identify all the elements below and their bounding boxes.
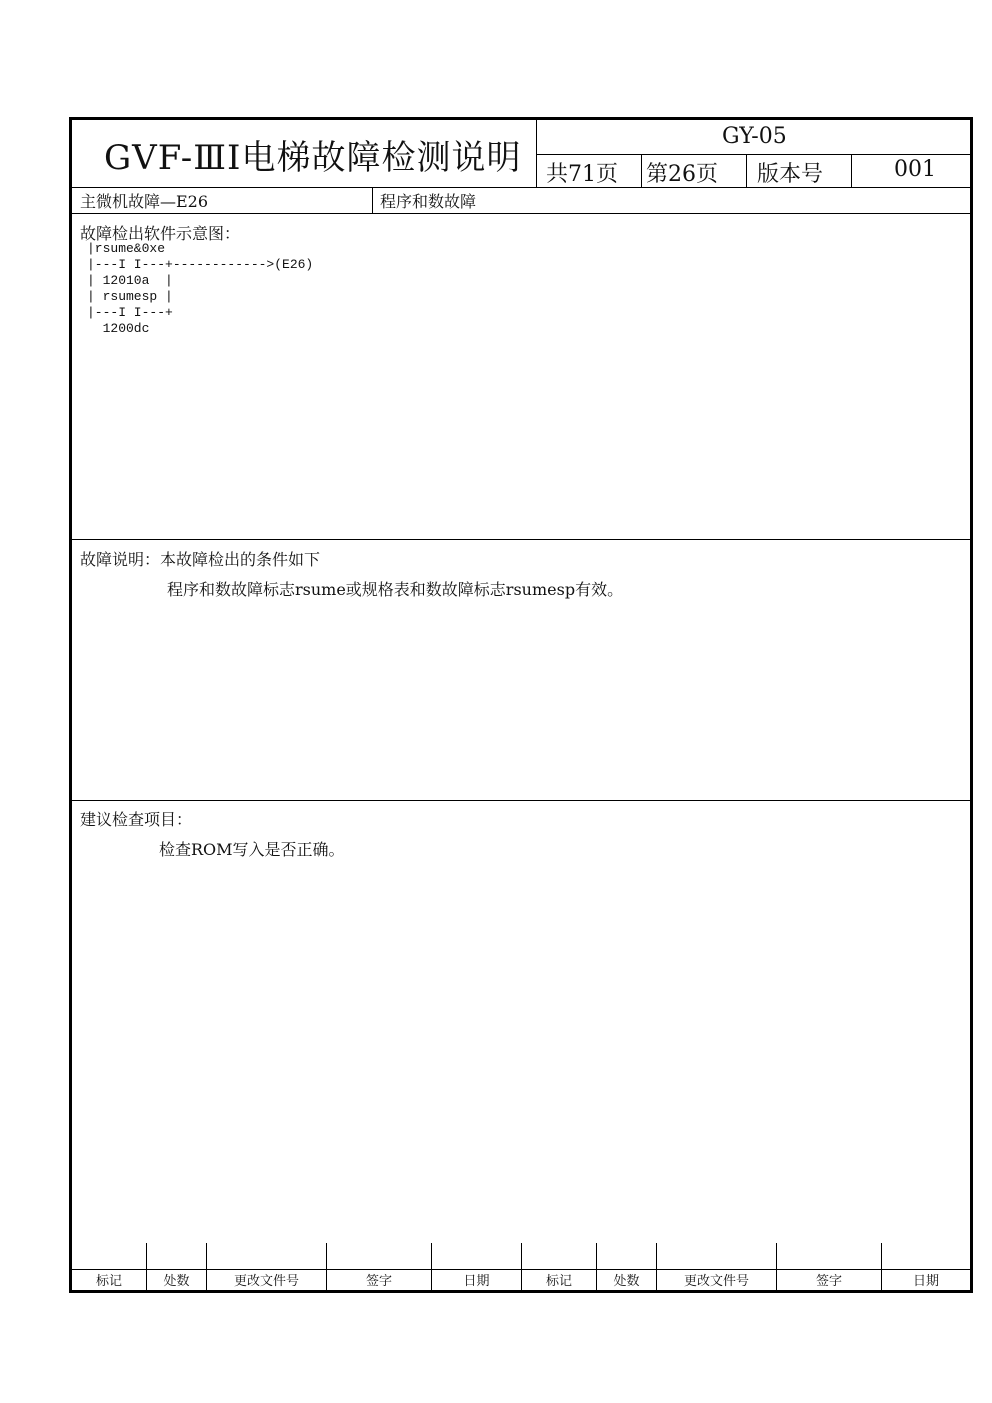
cell-divider <box>851 154 852 187</box>
footer-label: 签字 <box>365 1274 392 1289</box>
header-mid-line <box>536 154 970 155</box>
footer-label: 标记 <box>545 1274 572 1289</box>
document-title: GVF-ⅢI电梯故障检测说明 <box>104 138 522 178</box>
description-body: 程序和数故障标志rsume或规格表和数故障标志rsumesp有效。 <box>167 580 624 599</box>
suggestion-body: 检查ROM写入是否正确。 <box>159 840 345 859</box>
ladder-diagram <box>87 241 313 337</box>
footer-label: 签字 <box>815 1274 842 1289</box>
version-value: 001 <box>894 157 936 182</box>
ladder-line: | 12010a | <box>87 273 173 288</box>
fault-row-bottom-line <box>72 213 970 214</box>
suggestion-heading: 建议检查项目： <box>80 810 193 829</box>
ladder-line: | rsumesp | <box>87 289 173 304</box>
diagram-heading: 故障检出软件示意图： <box>80 224 241 243</box>
version-label: 版本号 <box>757 162 824 187</box>
footer-label: 处数 <box>613 1274 640 1289</box>
header-bottom-line <box>72 187 970 188</box>
footer-label: 更改文件号 <box>233 1274 299 1289</box>
footer-label: 更改文件号 <box>683 1274 749 1289</box>
cell-divider <box>746 154 747 187</box>
section-divider <box>72 800 970 801</box>
section-divider <box>72 539 970 540</box>
doc-code: GY-05 <box>722 124 787 149</box>
footer-label: 处数 <box>163 1274 190 1289</box>
fault-name: 主微机故障—E26 <box>80 192 209 211</box>
footer-label: 日期 <box>912 1274 939 1289</box>
ladder-line: |---I I---+ <box>87 305 173 320</box>
ladder-line: |---I I---+------------>(E26) <box>87 257 314 272</box>
footer-label: 日期 <box>463 1274 490 1289</box>
ladder-line: |rsume&0xe <box>87 241 166 256</box>
ladder-line: 1200dc <box>87 321 150 336</box>
fault-row-divider <box>372 187 373 213</box>
total-pages: 共71页 <box>546 162 618 187</box>
cell-divider <box>641 154 642 187</box>
footer-label: 标记 <box>95 1274 122 1289</box>
description-heading: 故障说明：本故障检出的条件如下 <box>80 550 321 569</box>
fault-category: 程序和数故障 <box>380 192 477 211</box>
page-number: 第26页 <box>646 162 718 187</box>
